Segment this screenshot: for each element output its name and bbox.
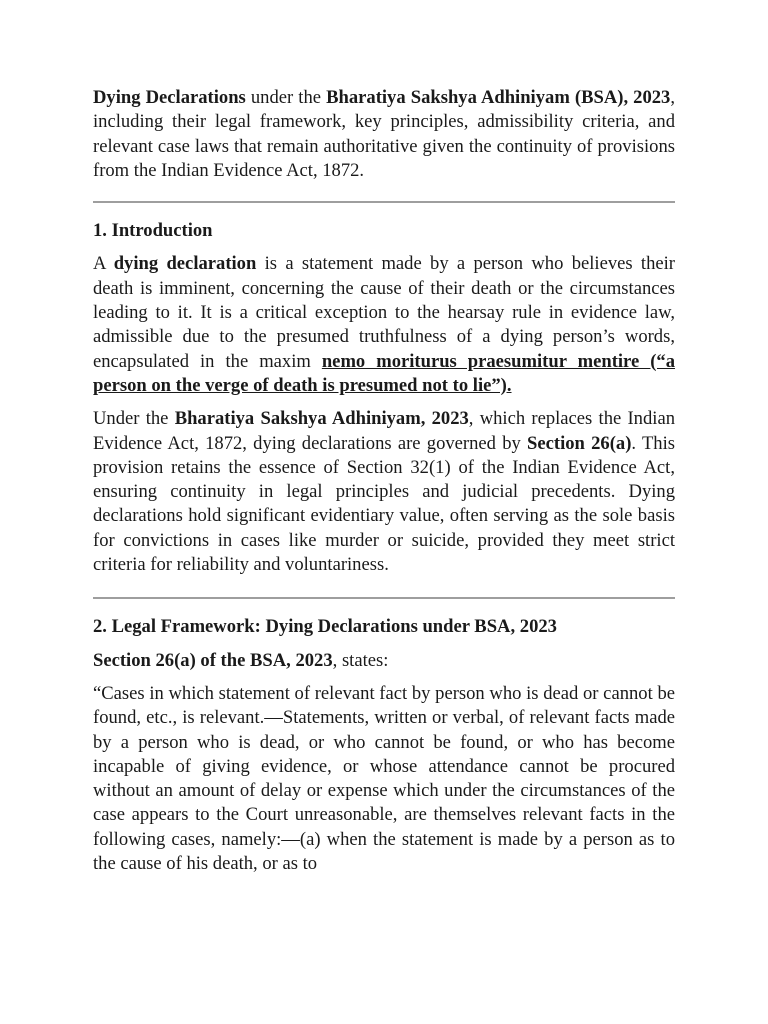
introduction-paragraph-2: Under the Bharatiya Sakshya Adhiniyam, 2023, which replaces the Indian Evidence Act, 1872, dying declarations are governed by Section 26(a). This provision retains the essence of Section 32(1) of the Indian Evidence Act, ensuring continuity in legal principles and judicial precedents. Dying declarations hold significant evidentiary value, often serving as the sole basis for convictions in cases like murder or suicide, provided they meet strict criteria for reliability and voluntariness. <box>93 408 675 576</box>
introduction-paragraph-1: A dying declaration is a statement made by a person who believes their death is imminent, concerning the cause of their death or the circumstances leading to it. It is a critical exception to the hearsay rule in evidence law, admissible due to the presumed truthfulness of a dying person’s words, encapsulated in the maxim nemo moriturus praesumitur mentire (“a person on the verge of death is presumed not to lie”). <box>93 253 676 396</box>
horizontal-divider <box>93 201 675 203</box>
legal-framework-paragraph-1: Section 26(a) of the BSA, 2023, states: <box>93 649 389 671</box>
latin-maxim: nemo moriturus praesumitur mentire (“a person on the verge of death is presumed not to lie”). <box>93 350 676 396</box>
document-page <box>93 86 675 885</box>
section-heading-introduction: 1. Introduction <box>93 220 213 242</box>
horizontal-divider <box>93 597 675 599</box>
intro-paragraph: Dying Declarations under the Bharatiya Sakshya Adhiniyam (BSA), 2023, including their legal framework, key principles, admissibility criteria, and relevant case laws that remain authoritative given the continuity of provisions from the Indian Evidence Act, 1872. <box>93 87 676 181</box>
section-26a-quote: “Cases in which statement of relevant fact by person who is dead or cannot be found, etc., is relevant.—Statements, written or verbal, of relevant facts made by a person who is dead, or who cannot be found, or who has become incapable of giving evidence, or whose attendance cannot be procured without an amount of delay or expense which under the circumstances of the case appears to the Court unreasonable, are themselves relevant facts in the following cases, namely:—(a) when the statement is made by a person as to the cause of his death, or as to <box>93 682 675 875</box>
section-heading-legal-framework: 2. Legal Framework: Dying Declarations under BSA, 2023 <box>93 616 557 638</box>
